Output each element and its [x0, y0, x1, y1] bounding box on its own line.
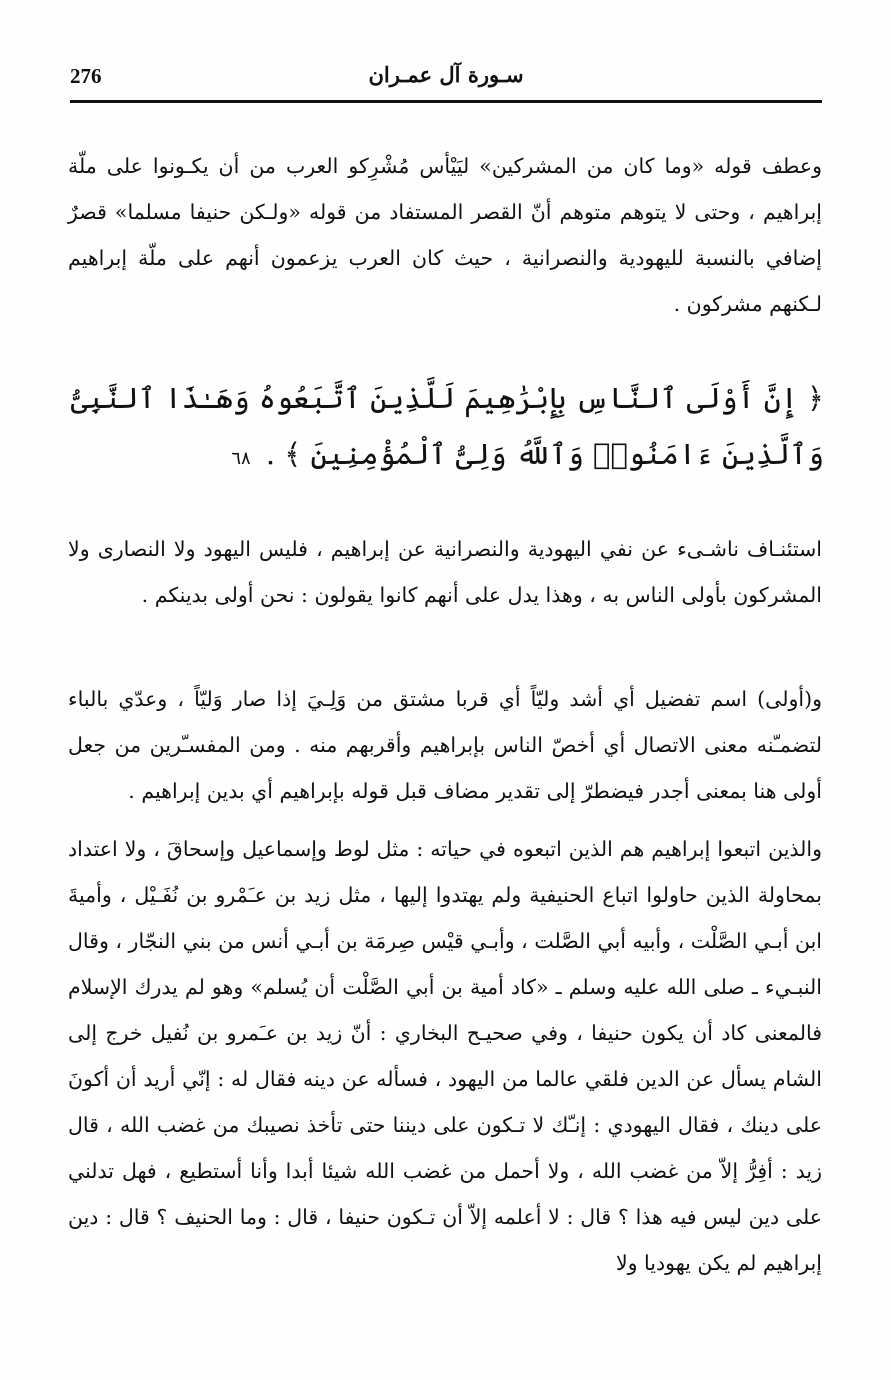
- page-header: [70, 60, 822, 103]
- intro-paragraph: وعطف قوله «وما كان من المشركين» ليَيْأس مُشْرِكو العرب من أن يكـونوا على ملّة إبراهيم ، وحتى لا يتوهم متوهم أنّ القصر المستفاد من قوله «ولـكن حنيفا مسلما» قصرٌ إضافي بالنسبة لليهودية والنصرانية ، حيث كان العرب يزعمون أنهم على ملّة إبراهيم لـكنهم مشركون .: [68, 154, 822, 316]
- surah-title: سـورة آل عمـران: [368, 62, 524, 87]
- commentary-paragraph: و(أولى) اسم تفضيل أي أشد وليّاً أي قربا مشتق من وَلِـيَ إذا صار وَليّاً ، وعدّي بالباء لتضمـّنه معنى الاتصال أي أخصّ الناس بإبراهيم وأقربهم منه . ومن المفسـّرين من جعل أولى هنا بمعنى أجدر فيضطرّ إلى تقدير مضاف قبل قوله بإبراهيم أي بدين إبراهيم .: [68, 687, 822, 803]
- commentary-paragraph: استئنـاف ناشـىء عن نفي اليهودية والنصرانية عن إبراهيم ، فليس اليهود ولا النصارى ولا المشركون بأولى الناس به ، وهذا يدل على أنهم كانوا يقولون : نحن أولى بدينكم .: [68, 537, 822, 607]
- quran-verse: [66, 370, 824, 486]
- verse-text: ﴿ إِنَّ أَوْلَى ٱلنَّاسِ بِإِبْرَٰهِيمَ لَلَّذِينَ ٱتَّبَعُوهُ وَهَـٰذَا ٱلنَّبِىُّ وَٱلَّذِينَ ءَامَنُوا۟ وَٱللَّهُ وَلِىُّ ٱلْمُؤْمِنِينَ ﴾ .: [70, 381, 824, 471]
- commentary-paragraph: والذين اتبعوا إبراهيم هم الذين اتبعوه في حياته : مثل لوط وإسماعيل وإسحاقَ ، ولا اعتداد بمحاولة الذين حاولوا اتباع الحنيفية ولم يهتدوا إليها ، مثل زيد بن عـَمْرو بن نُفَـيْل ، وأميةَ ابن أبـي الصَّلْت ، وأبيه أبي الصَّلت ، وأبـي قيْس صِرمَة بن أبـي أنس من بني النجّار ، وقال النبـيء ـ صلى الله عليه وسلم ـ «كاد أمية بن أبي الصَّلْت أن يُسلم» وهو لم يدرك الإسلام فالمعنى كاد أن يكون حنيفا ، وفي صحيـح البخاري : أنّ زيد بن عـَمرو بن نُفيل خرج إلى الشام يسأل عن الدين فلقي عالما من اليهود ، فسأله عن دينه فقال له : إنّي أريد أن أكونَ على دينك ، فقال اليهودي : إنـّك لا تـكون على ديننا حتى تأخذ نصيبك من غضب الله ، قال زيد : أفِرُّ إلاّ من غضب الله ، ولا أحمل من غضب الله شيئا أبدا وأنا أستطيع ، فهل تدلني على دين ليس فيه هذا ؟ قال : لا أعلمه إلاّ أن تـكون حنيفا ، قال : وما الحنيف ؟ قال : دين إبراهيم لم يكن يهوديا ولا: [68, 837, 822, 1275]
- verse-number: ٦٨: [231, 448, 251, 468]
- page-number: 276: [70, 64, 102, 88]
